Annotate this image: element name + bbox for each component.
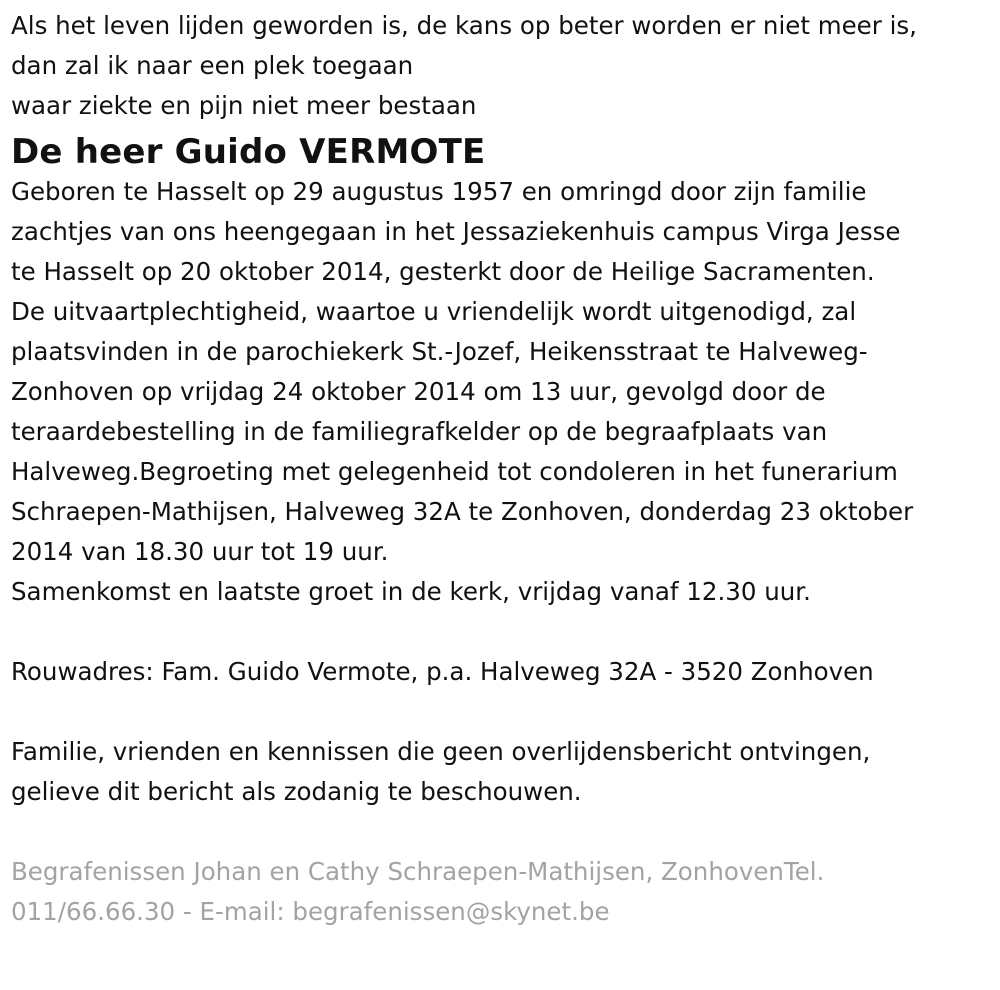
spacer [11,812,1000,852]
poem-line: dan zal ik naar een plek toegaan [11,51,414,80]
poem-line: Als het leven lijden geworden is, de kans op beter worden er niet meer is, [11,11,917,40]
announcement-line: teraardebestelling in de familiegrafkelder op de begraafplaats van [11,417,828,446]
notice-text [11,732,1000,812]
announcement-line: Geboren te Hasselt op 29 augustus 1957 en omringd door zijn familie [11,177,867,206]
footer-line: Begrafenissen Johan en Cathy Schraepen-Mathijsen, ZonhovenTel. [11,857,825,886]
deceased-name-title: De heer Guido VERMOTE [11,132,486,172]
announcement-line: Samenkomst en laatste groet in de kerk, vrijdag vanaf 12.30 uur. [11,577,811,606]
announcement-line: De uitvaartplechtigheid, waartoe u vriendelijk wordt uitgenodigd, zal [11,297,857,326]
announcement-line: zachtjes van ons heengegaan in het Jessaziekenhuis campus Virga Jesse [11,217,901,246]
poem-line: waar ziekte en pijn niet meer bestaan [11,91,477,120]
announcement-line: plaatsvinden in de parochiekerk St.-Jozef, Heikensstraat te Halveweg- [11,337,868,366]
announcement-line: 2014 van 18.30 uur tot 19 uur. [11,537,389,566]
funeral-home-footer [11,852,1000,932]
announcement-line: Halveweg.Begroeting met gelegenheid tot condoleren in het funerarium [11,457,898,486]
announcement-line: Schraepen-Mathijsen, Halveweg 32A te Zonhoven, donderdag 23 oktober [11,497,914,526]
announcement-line: te Hasselt op 20 oktober 2014, gesterkt door de Heilige Sacramenten. [11,257,875,286]
announcement-line: Zonhoven op vrijdag 24 oktober 2014 om 13 uur, gevolgd door de [11,377,826,406]
notice-line: Familie, vrienden en kennissen die geen overlijdensbericht ontvingen, [11,737,871,766]
mourning-address: Rouwadres: Fam. Guido Vermote, p.a. Halveweg 32A - 3520 Zonhoven [11,657,874,686]
poem [11,6,1000,126]
footer-line: 011/66.66.30 - E-mail: begrafenissen@skynet.be [11,897,610,926]
spacer [11,612,1000,652]
spacer [11,692,1000,732]
announcement-text [11,172,1000,612]
notice-line: gelieve dit bericht als zodanig te beschouwen. [11,777,582,806]
